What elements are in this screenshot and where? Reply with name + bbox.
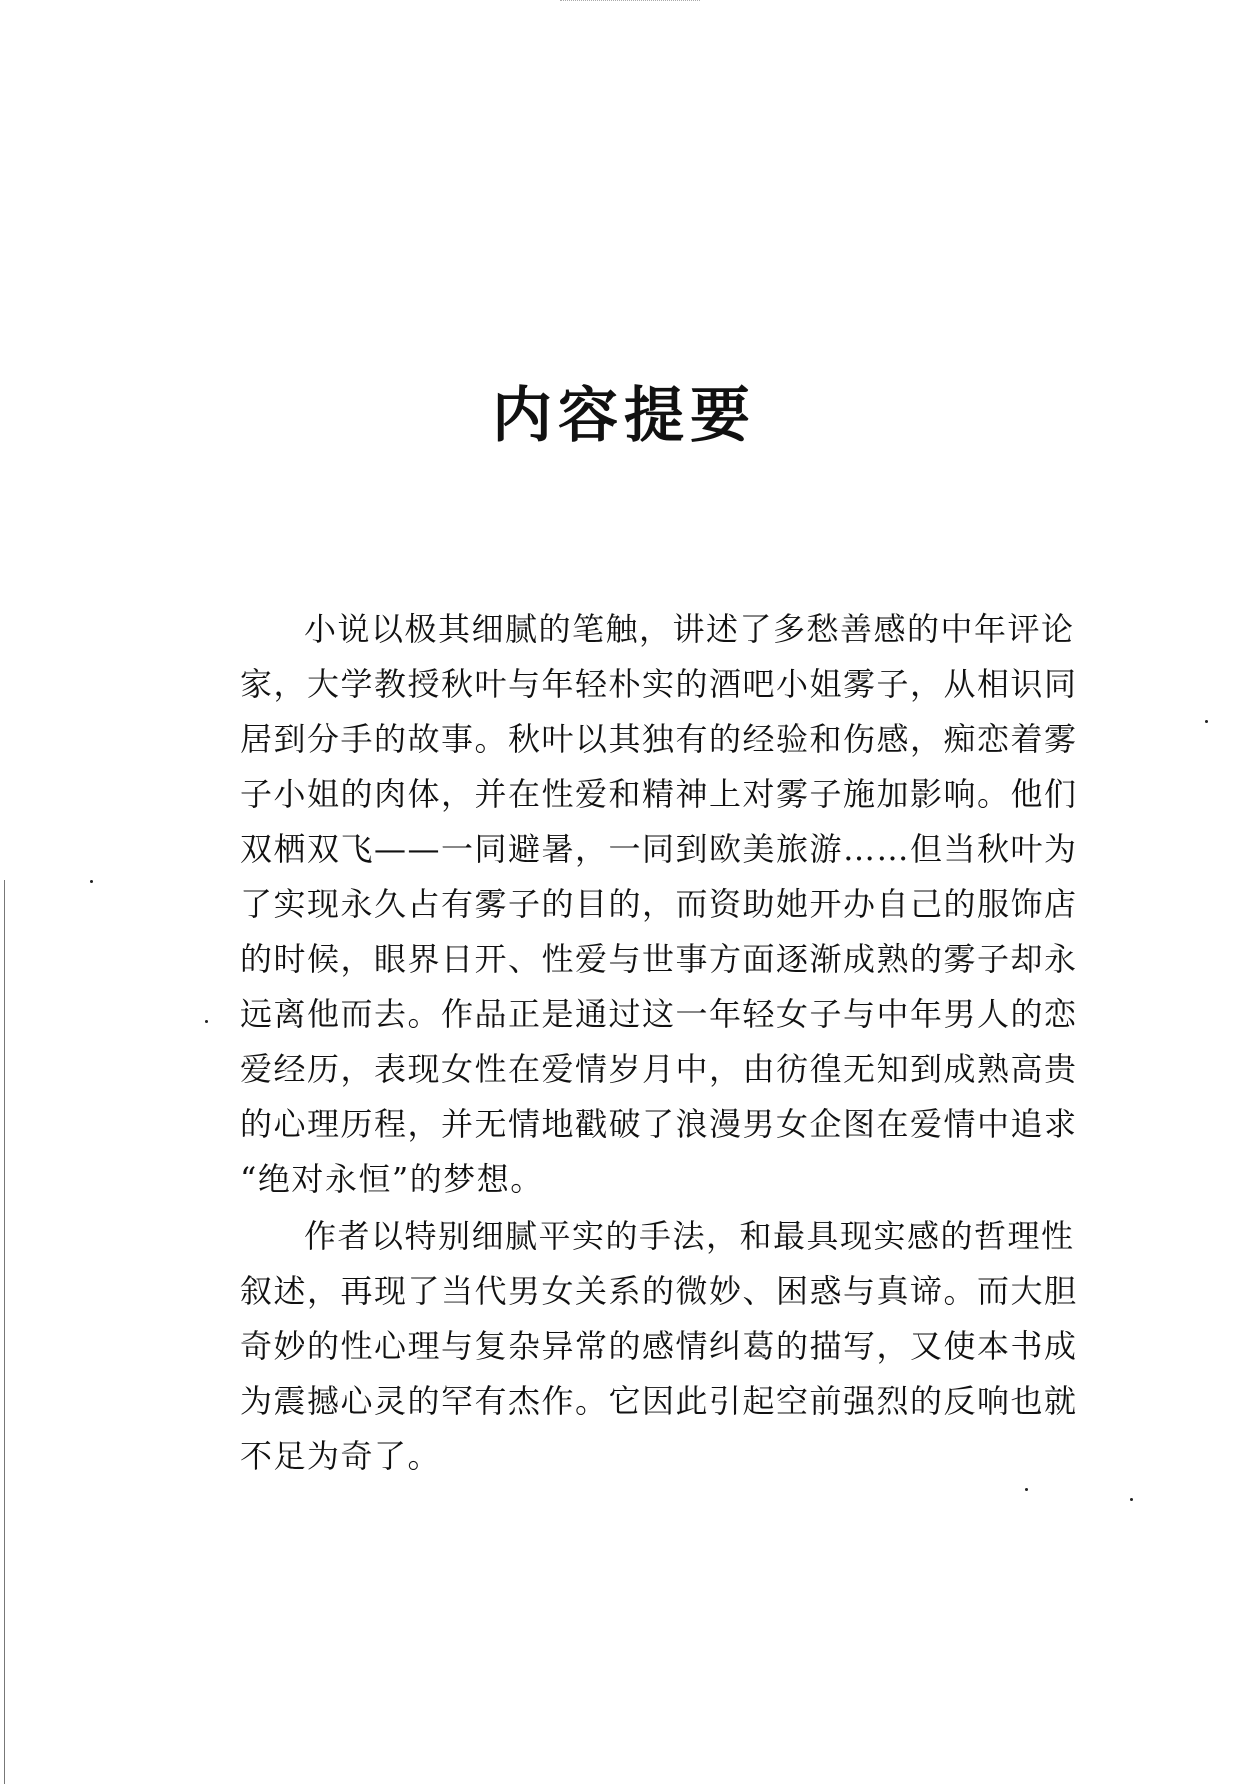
text-line: 奇妙的性心理与复杂异常的感情纠葛的描写，又使本书成 — [240, 1327, 1078, 1365]
text-line: 了实现永久占有雾子的目的，而资助她开办自己的服饰店 — [240, 885, 1078, 923]
text-line: 叙述，再现了当代男女关系的微妙、困惑与真谛。而大胆 — [240, 1272, 1078, 1310]
text-line: 家，大学教授秋叶与年轻朴实的酒吧小姐雾子，从相识同 — [240, 665, 1078, 703]
summary-body — [240, 602, 1078, 1484]
paragraph-2 — [240, 1209, 1078, 1484]
text-line: “绝对永恒”的梦想。 — [240, 1160, 544, 1198]
paragraph-1 — [240, 602, 1078, 1207]
text-line: 作者以特别细腻平实的手法，和最具现实感的哲理性 — [304, 1217, 1075, 1255]
page-title: 内容提要 — [492, 381, 756, 451]
scan-speck — [1130, 1498, 1133, 1501]
text-line: 子小姐的肉体，并在性爱和精神上对雾子施加影响。他们 — [240, 775, 1078, 813]
scan-artifact-top — [560, 0, 700, 7]
scan-speck — [1025, 1488, 1028, 1491]
scan-speck — [205, 1020, 208, 1023]
text-line: 双栖双飞——一同避暑，一同到欧美旅游……但当秋叶为 — [240, 830, 1078, 868]
text-line: 不足为奇了。 — [240, 1437, 442, 1475]
text-line: 远离他而去。作品正是通过这一年轻女子与中年男人的恋 — [240, 995, 1078, 1033]
text-line: 的时候，眼界日开、性爱与世事方面逐渐成熟的雾子却永 — [240, 940, 1078, 978]
text-line: 爱经历，表现女性在爱情岁月中，由彷徨无知到成熟高贵 — [240, 1050, 1078, 1088]
text-line: 为震撼心灵的罕有杰作。它因此引起空前强烈的反响也就 — [240, 1382, 1078, 1420]
text-line: 小说以极其细腻的笔触，讲述了多愁善感的中年评论 — [304, 610, 1075, 648]
text-line: 的心理历程，并无情地戳破了浪漫男女企图在爱情中追求 — [240, 1105, 1078, 1143]
scan-speck — [1205, 720, 1208, 723]
text-line: 居到分手的故事。秋叶以其独有的经验和伤感，痴恋着雾 — [240, 720, 1078, 758]
scan-edge-line — [4, 880, 5, 1784]
scan-speck — [90, 880, 93, 883]
